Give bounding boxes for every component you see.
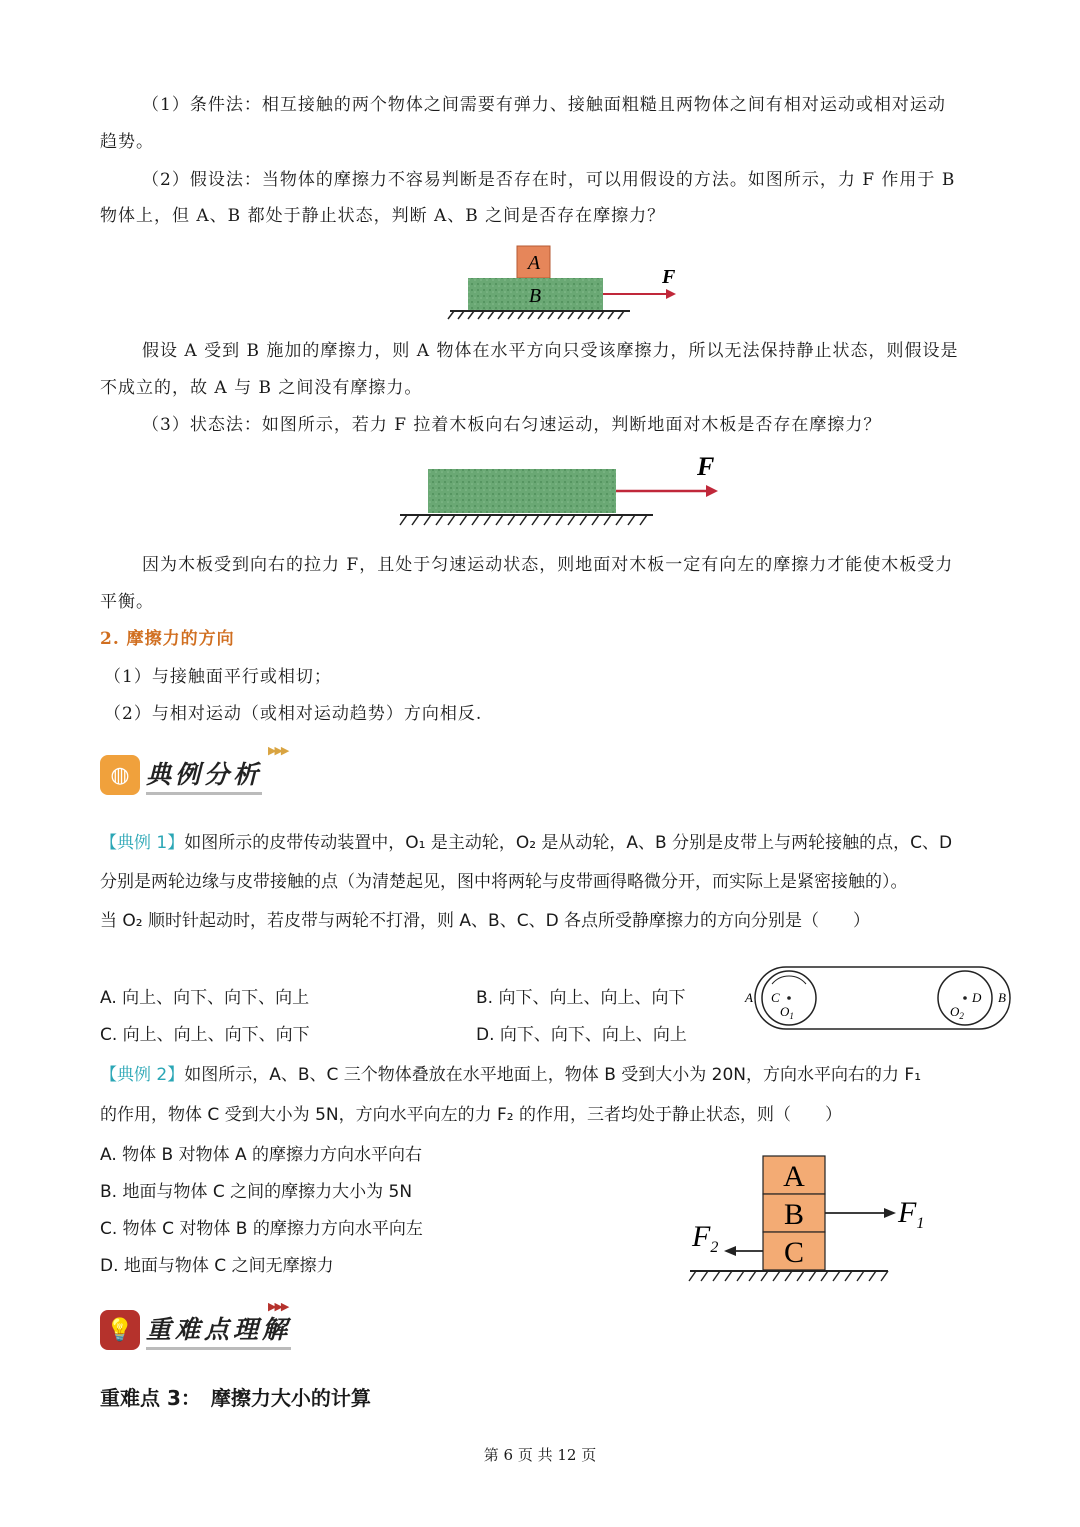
example1-tag: 【典例 1】 [100,833,185,853]
key-point-3-title: 重难点 3： 摩擦力大小的计算 [100,1386,371,1410]
example2-line1 [100,1064,990,1086]
wheel-o2-center [963,996,967,1000]
force-arrowhead [666,289,676,299]
state-result-line2: 平衡。 [100,592,154,612]
figure-belt-drive [740,962,1015,1034]
example1-text: 如图所示的皮带传动装置中，O₁ 是主动轮，O₂ 是从动轮，A、B 分别是皮带上与两轮接触的点，C、D [184,833,953,853]
heading-key-difficulties [100,1310,291,1350]
block-a-label: A [783,1160,805,1193]
heading-typical-examples [100,755,262,795]
f1-label: $F_1$ [898,1196,925,1232]
f2-label: $F_2$ [692,1220,719,1256]
f2-arrowhead [724,1246,736,1256]
example1-option-a[interactable]: A. 向上、向下、向下、向上 [100,988,310,1008]
point-d-label: D [972,990,982,1005]
block-b-label: B [528,285,542,307]
force-arrowhead [706,485,718,497]
heading-typical-examples-title: 典例分析 [146,755,262,795]
example1-option-c[interactable]: C. 向上、向上、向下、向下 [100,1025,310,1045]
ground-hatch [689,1271,888,1281]
globe-icon: ◍ [100,755,140,795]
triple-arrow-icon: ▶▶▶ [268,744,288,757]
point-a-label: A [745,990,753,1005]
board [428,469,616,513]
example1-line3: 当 O₂ 顺时针起动时，若皮带与两轮不打滑，则 A、B、C、D 各点所受静摩擦力的方向分别是（ ） [100,911,871,931]
f1-arrowhead [884,1208,896,1218]
direction-item-1: （1）与接触面平行或相切； [104,667,332,687]
force-label: F [697,452,715,481]
o1-label: $O_1$ [780,1004,794,1021]
assumption-result-line1: 假设 A 受到 B 施加的摩擦力，则 A 物体在水平方向只受该摩擦力，所以无法保持静止状态，则假设是 [142,341,959,361]
example2-tag: 【典例 2】 [100,1065,185,1085]
example1-option-b[interactable]: B. 向下、向上、向上、向下 [476,988,686,1008]
block-c-label: C [783,1236,805,1269]
assumption-method-line2: 物体上，但 A、B 都处于静止状态，判断 A、B 之间是否存在摩擦力？ [100,206,666,226]
state-method-line1: （3）状态法：如图所示，若力 F 拉着木板向右匀速运动，判断地面对木板是否存在摩擦力？ [142,415,882,435]
example2-option-b[interactable]: B. 地面与物体 C 之间的摩擦力大小为 5N [100,1182,413,1202]
section-direction-title: 2. 摩擦力的方向 [100,629,235,649]
condition-method-line1: （1）条件法：相互接触的两个物体之间需要有弹力、接触面粗糙且两物体之间有相对运动或相对运动 [142,95,946,115]
figure-board-pulled [395,450,735,530]
assumption-result-line2: 不成立的，故 A 与 B 之间没有摩擦力。 [100,378,423,398]
point-b-label: B [998,990,1006,1005]
force-label: F [662,266,676,288]
example2-option-a[interactable]: A. 物体 B 对物体 A 的摩擦力方向水平向右 [100,1145,423,1165]
lightbulb-icon: 💡 [100,1310,140,1350]
example2-line2: 的作用，物体 C 受到大小为 5N，方向水平向左的力 F₂ 的作用，三者均处于静止状态，则（ ） [100,1105,843,1125]
direction-item-2: （2）与相对运动（或相对运动趋势）方向相反. [104,704,483,724]
wheel-o1-center [787,996,791,1000]
point-c-label: C [771,990,780,1005]
heading-key-difficulties-title: 重难点理解 [146,1310,291,1350]
o2-label: $O_2$ [950,1004,964,1021]
assumption-method-line1: （2）假设法：当物体的摩擦力不容易判断是否存在时，可以用假设的方法。如图所示，力 F 作用于 B [142,170,956,190]
ground-hatch [400,515,647,525]
example2-option-d[interactable]: D. 地面与物体 C 之间无摩擦力 [100,1256,334,1276]
ground-hatch [448,311,624,319]
figure-stacked-blocks [440,240,690,320]
condition-method-line2: 趋势。 [100,132,154,152]
state-result-line1: 因为木板受到向右的拉力 F，且处于匀速运动状态，则地面对木板一定有向左的摩擦力才能使木板受力 [142,555,954,575]
block-b-label: B [783,1198,805,1231]
figure-abc-stack [680,1150,940,1285]
block-a-label: A [527,252,541,274]
example1-line1 [100,832,990,854]
example2-option-c[interactable]: C. 物体 C 对物体 B 的摩擦力方向水平向左 [100,1219,423,1239]
triple-arrow-icon: ▶▶▶ [268,1300,288,1313]
example1-option-d[interactable]: D. 向下、向下、向上、向上 [476,1025,687,1045]
page-number-footer: 第 6 页 共 12 页 [483,1446,597,1464]
example2-text: 如图所示，A、B、C 三个物体叠放在水平地面上，物体 B 受到大小为 20N，方向水平向右的力 F₁ [184,1065,922,1085]
example1-line2: 分别是两轮边缘与皮带接触的点（为清楚起见，图中将两轮与皮带画得略微分开，而实际上是紧密接触的）。 [100,872,908,892]
rotation-arrow [772,976,806,984]
